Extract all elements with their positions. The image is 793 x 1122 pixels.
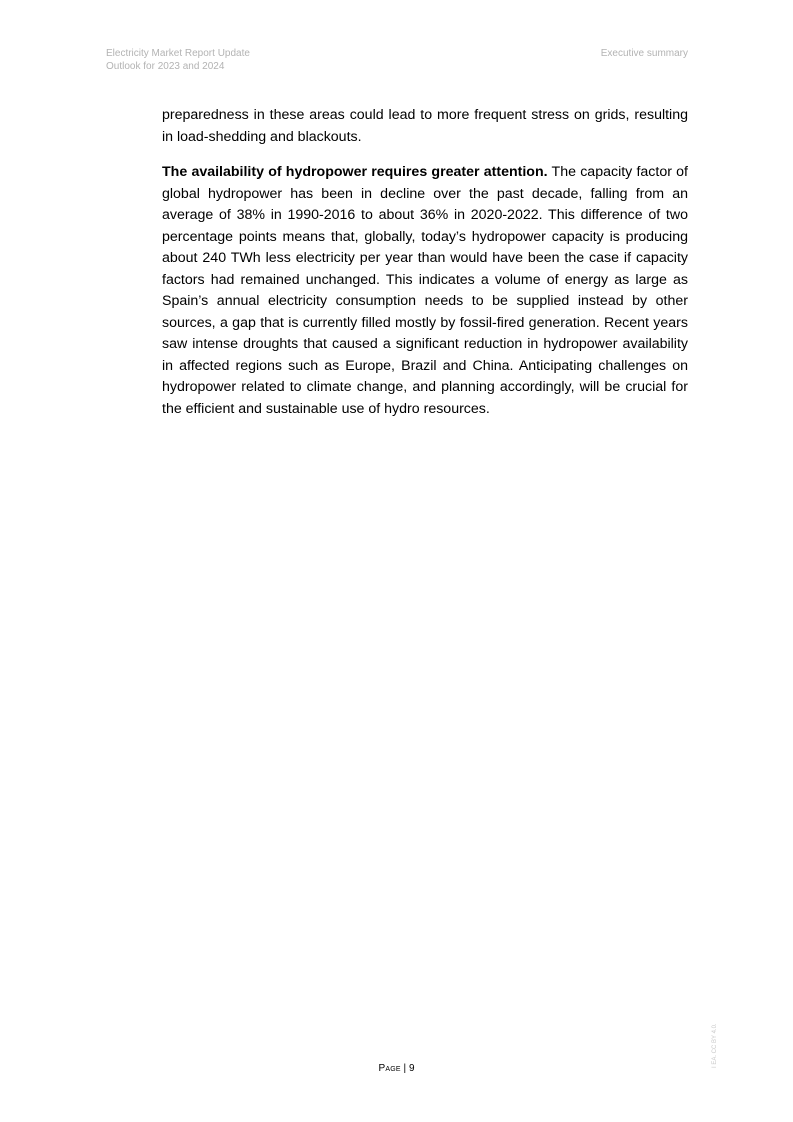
report-title: Electricity Market Report Update [106,48,250,59]
main-text [162,105,688,434]
report-subtitle: Outlook for 2023 and 2024 [106,61,225,72]
paragraph-2-text: The capacity factor of global hydropower has been in decline over the past decade, falling from an average of 38% in 1990-2016 to about 36% in 2020-2022. This difference of two percentage points means that, globally, today’s hydropower capacity is producing about 240 TWh less electricity per year than would have been the case if capacity factors had remained unchanged. This indicates a volume of energy as large as Spain’s annual electricity consumption needs to be supplied instead by other sources, a gap that is currently filled mostly by fossil-fired generation. Recent years saw intense droughts that caused a significant reduction in hydropower availability in affected regions such as Europe, Brazil and China. Anticipating challenges on hydropower related to climate change, and planning accordingly, will be crucial for the efficient and sustainable use of hydro resources. [162,164,689,417]
paragraph-2 [162,162,688,420]
running-header-left [106,47,250,73]
paragraph-2-lead: The availability of hydropower requires greater attention. [162,164,548,180]
page-label: Page [378,1063,401,1074]
paragraph-1: preparedness in these areas could lead to more frequent stress on grids, resulting in load-shedding and blackouts. [162,107,688,145]
page-number: 9 [408,1063,415,1074]
page-footer [0,1062,793,1075]
running-header-section: Executive summary [600,48,688,59]
license-notice: I EA. CC BY 4.0. [712,1023,718,1068]
page-separator: | [403,1063,407,1074]
